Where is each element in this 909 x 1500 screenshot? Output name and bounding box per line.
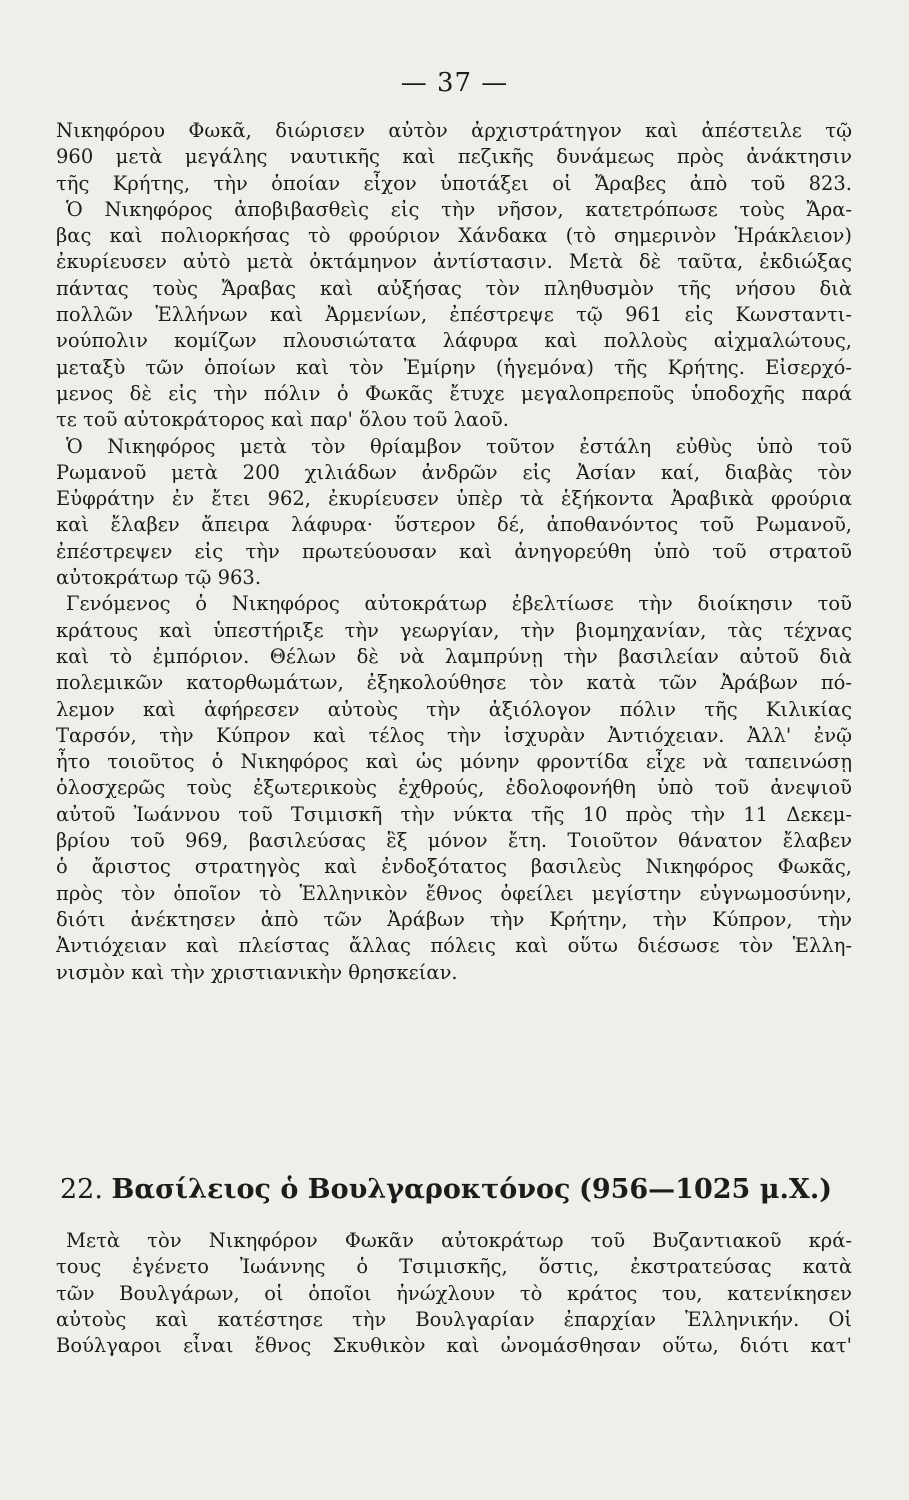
text-line: καὶ ἔλαβεν ἄπειρα λάφυρα· ὕστερον δέ, ἀποθανόντος τοῦ Ρωμανοῦ, [56,513,852,537]
text-line: μεταξὺ τῶν ὁποίων καὶ τὸν Ἐμίρην (ἡγεμόνα) τῆς Κρήτης. Εἰσερχό- [56,355,852,379]
text-line: κράτους καὶ ὑπεστήριξε τὴν γεωργίαν, τὴν βιομηχανίαν, τὰς τέχνας [56,618,852,642]
text-line: λεμον καὶ ἀφήρεσεν αὐτοὺς τὴν ἀξιόλογον πόλιν τῆς Κιλικίας [56,697,852,721]
text-line: αὐτοὺς καὶ κατέστησε τὴν Βουλγαρίαν ἐπαρχίαν Ἑλληνικήν. Οἱ [56,1307,852,1331]
text-line: αὐτοκράτωρ τῷ 963. [56,566,262,590]
section-dates: (956—1025 μ.Χ.) [579,1174,833,1205]
text-line: Βούλγαροι εἶναι ἔθνος Σκυθικὸν καὶ ὠνομάσθησαν οὕτω, διότι κατ' [56,1334,852,1358]
text-line: τῶν Βουλγάρων, οἱ ὁποῖοι ἠνώχλουν τὸ κράτος του, κατενίκησεν [56,1281,852,1305]
text-line: ὁ ἄριστος στρατηγὸς καὶ ἐνδοξότατος βασιλεὺς Νικηφόρος Φωκᾶς, [56,855,852,879]
text-line: τῆς Κρήτης, τὴν ὁποίαν εἶχον ὑποτάξει οἱ Ἄραβες ἀπὸ τοῦ 823. [56,171,852,195]
section-number: 22. [60,1174,103,1205]
text-line: ἐκυρίευσεν αὐτὸ μετὰ ὀκτάμηνον ἀντίστασιν. Μετὰ δὲ ταῦτα, ἐκδιώξας [56,250,852,274]
text-line: πάντας τοὺς Ἄραβας καὶ αὐξήσας τὸν πληθυσμὸν τῆς νήσου διὰ [56,276,852,300]
text-line: μενος δὲ εἰς τὴν πόλιν ὁ Φωκᾶς ἔτυχε μεγαλοπρεποῦς ὑποδοχῆς παρά [56,381,852,405]
text-line: Γενόμενος ὁ Νικηφόρος αὐτοκράτωρ ἐβελτίωσε τὴν διοίκησιν τοῦ [66,592,852,616]
text-line: πολεμικῶν κατορθωμάτων, ἐξηκολούθησε τὸν κατὰ τῶν Ἀράβων πό- [56,671,852,695]
section-heading [60,1170,860,1210]
text-line: αὐτοῦ Ἰωάννου τοῦ Τσιμισκῆ τὴν νύκτα τῆς 10 πρὸς τὴν 11 Δεκεμ- [56,802,852,826]
text-line: Ταρσόν, τὴν Κύπρον καὶ τέλος τὴν ἰσχυρὰν Ἀντιόχειαν. Ἀλλ' ἐνῷ [56,723,852,747]
text-line: Εὐφράτην ἐν ἔτει 962, ἐκυρίευσεν ὑπὲρ τὰ ἑξήκοντα Ἀραβικὰ φρούρια [56,487,852,511]
text-line: ὁλοσχερῶς τοὺς ἐξωτερικοὺς ἐχθρούς, ἐδολοφονήθη ὑπὸ τοῦ ἀνεψιοῦ [56,776,852,800]
text-line: πρὸς τὸν ὁποῖον τὸ Ἑλληνικὸν ἔθνος ὀφείλει μεγίστην εὐγνωμοσύνην, [56,881,852,905]
body-text-bottom [56,1228,852,1359]
text-line: Ὁ Νικηφόρος ἀποβιβασθεὶς εἰς τὴν νῆσον, κατετρόπωσε τοὺς Ἄρα- [66,197,852,221]
text-line: 960 μετὰ μεγάλης ναυτικῆς καὶ πεζικῆς δυνάμεως πρὸς ἀνάκτησιν [56,145,852,169]
text-line: βρίου τοῦ 969, βασιλεύσας ἓξ μόνον ἔτη. Τοιοῦτον θάνατον ἔλαβεν [56,829,852,853]
body-text-top [56,118,852,986]
section-title: Βασίλειος ὁ Βουλγαροκτόνος [111,1174,571,1205]
page-number: — 37 — [400,68,509,98]
text-line: Ὁ Νικηφόρος μετὰ τὸν θρίαμβον τοῦτον ἐστάλη εὐθὺς ὑπὸ τοῦ [66,434,852,458]
text-line: ἦτο τοιοῦτος ὁ Νικηφόρος καὶ ὡς μόνην φροντίδα εἶχε νὰ ταπεινώσῃ [56,750,852,774]
text-line: νούπολιν κομίζων πλουσιώτατα λάφυρα καὶ πολλοὺς αἰχμαλώτους, [56,329,852,353]
text-line: βας καὶ πολιορκήσας τὸ φρούριον Χάνδακα (τὸ σημερινὸν Ἡράκλειον) [56,224,852,248]
text-line: τους ἐγένετο Ἰωάννης ὁ Τσιμισκῆς, ὅστις, ἐκστρατεύσας κατὰ [56,1255,852,1279]
text-line: πολλῶν Ἑλλήνων καὶ Ἀρμενίων, ἐπέστρεψε τῷ 961 εἰς Κωνσταντι- [56,303,852,327]
text-line: Μετὰ τὸν Νικηφόρον Φωκᾶν αὐτοκράτωρ τοῦ Βυζαντιακοῦ κρά- [66,1229,852,1252]
text-line: ἐπέστρεψεν εἰς τὴν πρωτεύουσαν καὶ ἀνηγορεύθη ὑπὸ τοῦ στρατοῦ [56,539,852,563]
text-line: Νικηφόρου Φωκᾶ, διώρισεν αὐτὸν ἀρχιστράτηγον καὶ ἀπέστειλε τῷ [56,119,852,142]
text-line: Ρωμανοῦ μετὰ 200 χιλιάδων ἀνδρῶν εἰς Ἀσίαν καί, διαβὰς τὸν [56,460,852,484]
text-line: νισμὸν καὶ τὴν χριστιανικὴν θρησκείαν. [56,960,458,984]
text-line: διότι ἀνέκτησεν ἀπὸ τῶν Ἀράβων τὴν Κρήτην, τὴν Κύπρον, τὴν [56,907,852,931]
text-line: Ἀντιόχειαν καὶ πλείστας ἄλλας πόλεις καὶ οὕτω διέσωσε τὸν Ἑλλη- [56,934,852,958]
text-line: καὶ τὸ ἐμπόριον. Θέλων δὲ νὰ λαμπρύνῃ τὴν βασιλείαν αὐτοῦ διὰ [56,644,852,668]
text-line: τε τοῦ αὐτοκράτορος καὶ παρ' ὅλου τοῦ λαοῦ. [56,408,509,432]
